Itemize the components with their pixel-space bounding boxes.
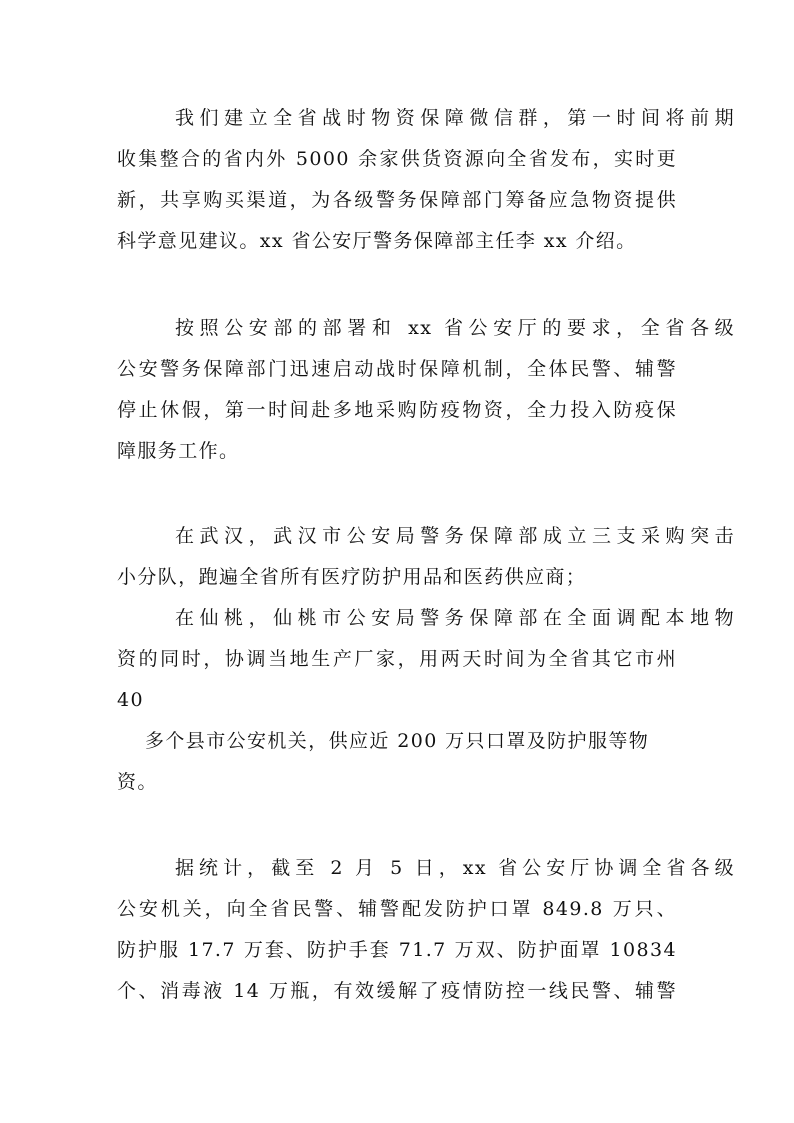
- paragraph-4-line-1: 在仙桃，仙桃市公安局警务保障部在全面调配本地物: [175, 607, 735, 629]
- paragraph-1-line-1: 我们建立全省战时物资保障微信群，第一时间将前期: [175, 107, 735, 129]
- paragraph-4-line-5: 资。: [117, 771, 158, 793]
- paragraph-4-line-2: 资的同时，协调当地生产厂家，用两天时间为全省其它市州: [117, 648, 677, 670]
- paragraph-5-line-2: 公安机关，向全省民警、辅警配发防护口罩 849.8 万只、: [117, 898, 677, 920]
- paragraph-3-line-1: 在武汉，武汉市公安局警务保障部成立三支采购突击: [175, 525, 735, 547]
- paragraph-5-line-1: 据统计，截至 2 月 5 日，xx 省公安厅协调全省各级: [175, 857, 735, 879]
- paragraph-4-line-3: 40: [117, 689, 144, 711]
- paragraph-1-line-4: 科学意见建议。xx 省公安厅警务保障部主任李 xx 介绍。: [117, 230, 637, 252]
- paragraph-2-line-3: 停止休假，第一时间赴多地采购防疫物资，全力投入防疫保: [117, 399, 677, 421]
- paragraph-4-line-4: 多个县市公安机关，供应近 200 万只口罩及防护服等物: [145, 730, 650, 752]
- paragraph-3-line-2: 小分队，跑遍全省所有医疗防护用品和医药供应商；: [117, 566, 587, 588]
- paragraph-5-line-3: 防护服 17.7 万套、防护手套 71.7 万双、防护面罩 10834: [117, 939, 677, 961]
- paragraph-1-line-3: 新，共享购买渠道，为各级警务保障部门筹备应急物资提供: [117, 189, 677, 211]
- paragraph-2-line-2: 公安警务保障部门迅速启动战时保障机制，全体民警、辅警: [117, 358, 677, 380]
- paragraph-5-line-4: 个、消毒液 14 万瓶，有效缓解了疫情防控一线民警、辅警: [117, 980, 677, 1002]
- paragraph-2-line-1: 按照公安部的部署和 xx 省公安厅的要求，全省各级: [175, 317, 735, 339]
- paragraph-2-line-4: 障服务工作。: [117, 440, 240, 462]
- paragraph-1-line-2: 收集整合的省内外 5000 余家供货资源向全省发布，实时更: [117, 148, 677, 170]
